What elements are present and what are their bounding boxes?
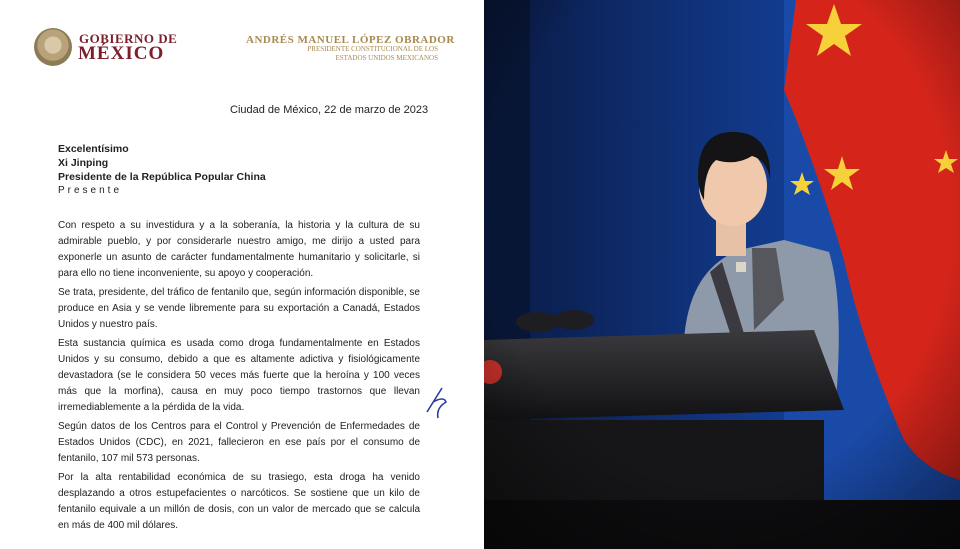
paragraph-5: Por la alta rentabilidad económica de su trasiego, esta droga ha venido desplazando a otros estupefacientes o narcóticos. Se sostiene que un kilo de fentanilo equivale a un millón de dosis, con un valor de mercado que se calcula en más de 400 mil dólares. [58,472,420,531]
mexico-seal-icon [34,28,72,66]
sender-title1: PRESIDENTE CONSTITUCIONAL DE LOS [307,45,438,53]
presente-label: Presente [58,185,123,196]
paragraph-4: Según datos de los Centros para el Control y Prevención de Enfermedades de Estados Unidos (CDC), en 2021, fallecieron en ese país por el consumo de fentanilo, 107 mil 573 personas. [58,421,420,464]
sender-title2: ESTADOS UNIDOS MEXICANOS [335,54,438,62]
paragraph-1: Con respeto a su investidura y a la soberanía, la historia y la cultura de su admirable pueblo, y por considerarle nuestro amigo, me dirijo a usted para exponerle un asunto de carácter fundamentalmente humanitario y solicitarle, si para ello no tiene inconveniente, su apoyo y cooperación. [58,220,420,279]
photo-scene [484,0,960,549]
sender-name: ANDRÉS MANUEL LÓPEZ OBRADOR [246,34,455,46]
recipient-name: Xi Jinping [58,157,109,169]
letter-date: Ciudad de México, 22 de marzo de 2023 [230,104,429,116]
paragraph-3: Esta sustancia química es usada como droga fundamentalmente en Estados Unidos y su consumo, debido a que es altamente adictiva y fisiológicamente devastadora (se le considera 50 veces más fuerte que la heroína y 100 veces más que la morfina), causa en muy poco tiempo trastornos que llevan irremediablemente a la pérdida de la vida. [58,338,420,413]
logo-line1: GOBIERNO DE [79,31,178,46]
greeting: Excelentísimo [58,143,129,155]
handwritten-initial-icon [424,382,450,420]
logo-line2: MÉXICO [78,43,165,64]
recipient-title: Presidente de la República Popular China [58,171,266,183]
paragraph-2: Se trata, presidente, del tráfico de fentanilo que, según información disponible, se produce en Asia y se vende libremente para su exportación a Canadá, Estados Unidos y nuestro país. [58,287,420,330]
press-conference-photo [484,0,960,549]
